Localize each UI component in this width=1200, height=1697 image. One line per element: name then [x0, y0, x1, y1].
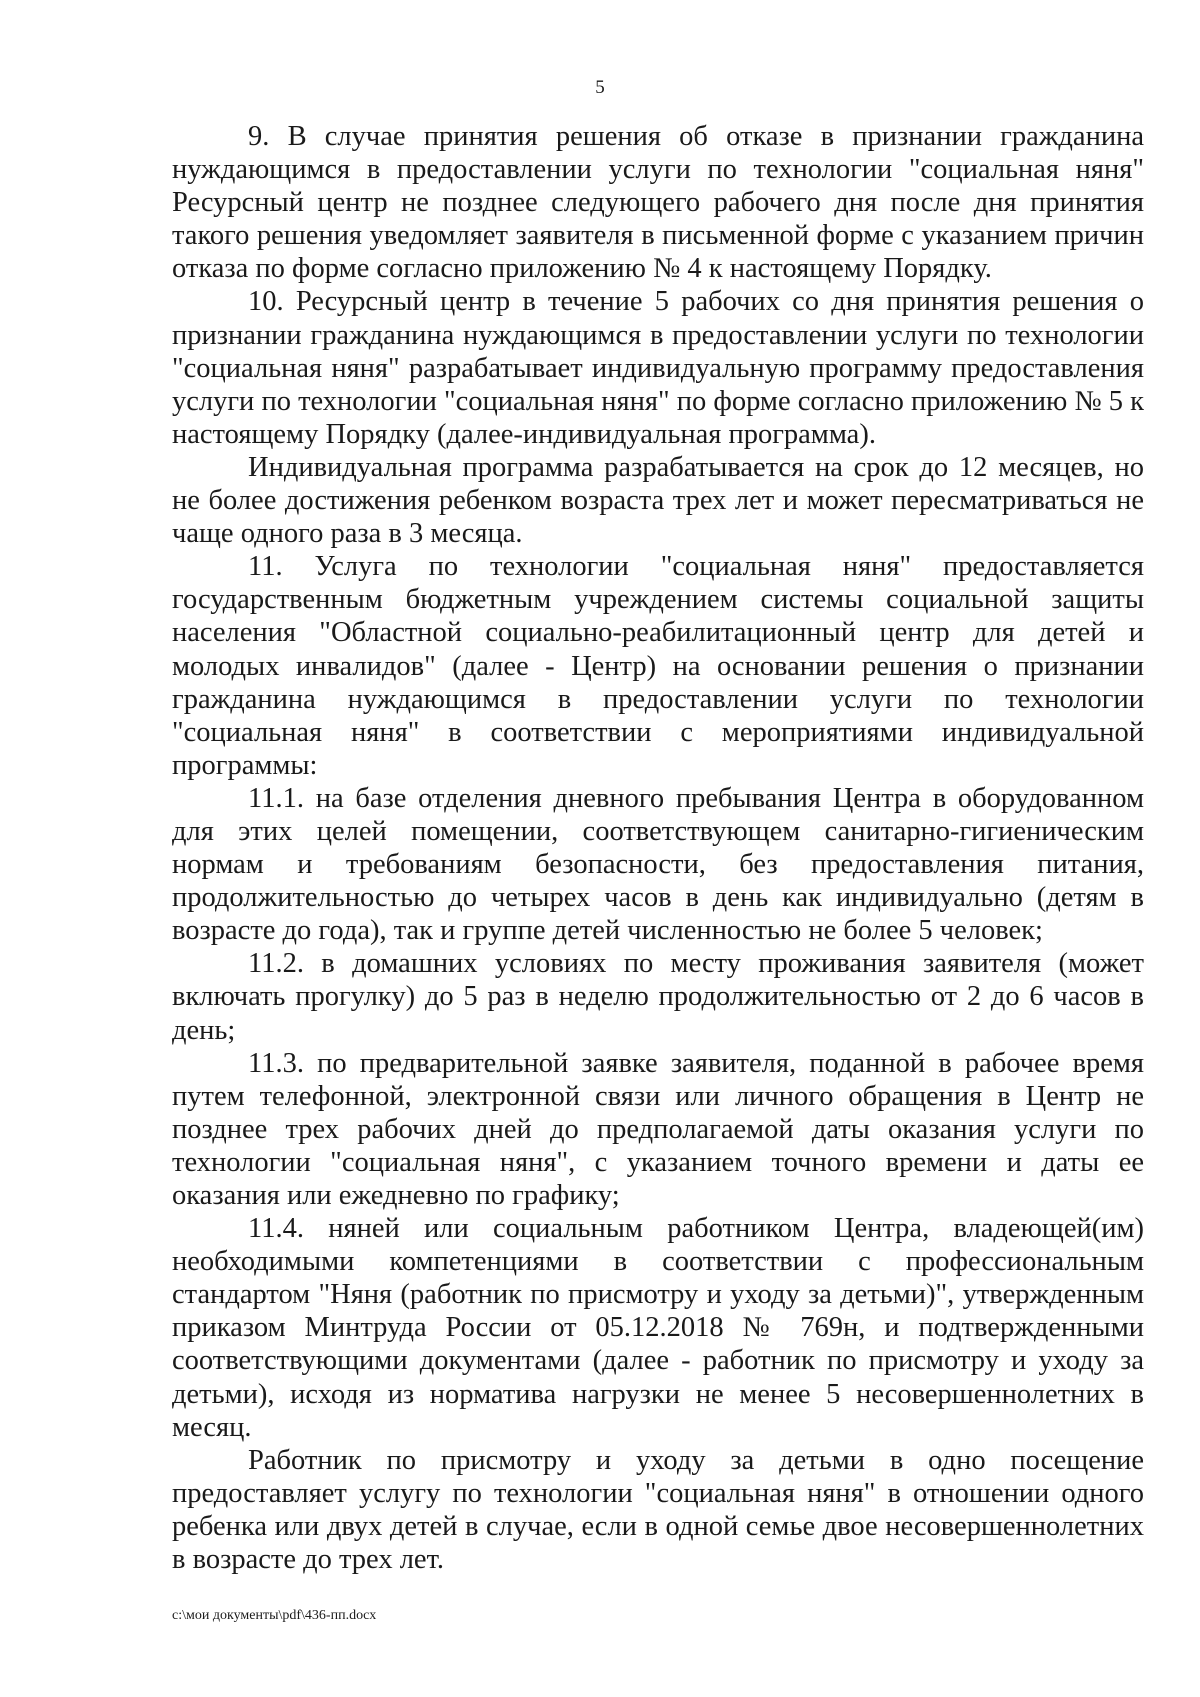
paragraph-11-2: 11.2. в домашних условиях по месту проживания заявителя (может включать прогулку) до 5 раз в неделю продолжительностью от 2 до 6 часов в день; [172, 948, 1144, 1046]
document-body [172, 120, 1144, 1576]
paragraph-10: 10. Ресурсный центр в течение 5 рабочих со дня принятия решения о признании гражданина нуждающимся в предоставлении услуги по технологии "социальная няня" разрабатывает индивидуальную программу предоставления услуги по технологии "социальная няня" по форме согласно приложению № 5 к настоящему Порядку (далее-индивидуальная программа). [172, 286, 1144, 450]
paragraph-9: 9. В случае принятия решения об отказе в признании гражданина нуждающимся в предоставлении услуги по технологии "социальная няня" Ресурсный центр не позднее следующего рабочего дня после дня принятия такого решения уведомляет заявителя в письменной форме с указанием причин отказа по форме согласно приложению № 4 к настоящему Порядку. [172, 121, 1144, 285]
paragraph-11-3: 11.3. по предварительной заявке заявителя, поданной в рабочее время путем телефонной, электронной связи или личного обращения в Центр не позднее трех рабочих дней до предполагаемой даты оказания услуги по технологии "социальная няня", с указанием точного времени и даты ее оказания или ежедневно по графику; [172, 1047, 1144, 1211]
page-number: 5 [595, 77, 605, 98]
paragraph-11-1: 11.1. на базе отделения дневного пребывания Центра в оборудованном для этих целей помещении, соответствующем санитарно-гигиеническим нормам и требованиям безопасности, без предоставления питания, продолжительностью до четырех часов в день как индивидуально (детям в возрасте до года), так и группе детей численностью не более 5 человек; [172, 782, 1144, 947]
paragraph-individual-program: Индивидуальная программа разрабатывается на срок до 12 месяцев, но не более достижения ребенком возраста трех лет и может пересматриваться не чаще одного раза в 3 месяца. [172, 451, 1144, 550]
footer-file-path: c:\мои документы\pdf\436-пп.docx [172, 1608, 377, 1623]
paragraph-11-4: 11.4. няней или социальным работником Центра, владеющей(им) необходимыми компетенциями в соответствии с профессиональным стандартом "Няня (работник по присмотру и уходу за детьми)", утвержденным приказом Минтруда России от 05.12.2018 № 769н, и подтвержденными соответствующими документами (далее - работник по присмотру и уходу за детьми), исходя из норматива нагрузки не менее 5 несовершеннолетних в месяц. [172, 1213, 1144, 1443]
paragraph-11: 11. Услуга по технологии "социальная няня" предоставляется государственным бюджетным учреждением системы социальной защиты населения "Областной социально-реабилитационный центр для детей и молодых инвалидов" (далее - Центр) на основании решения о признании гражданина нуждающимся в предоставлении услуги по технологии "социальная няня" в соответствии с мероприятиями индивидуальной программы: [172, 551, 1144, 781]
paragraph-worker-visit: Работник по присмотру и уходу за детьми в одно посещение предоставляет услугу по технологии "социальная няня" в отношении одного ребенка или двух детей в случае, если в одной семье двое несовершеннолетних в возрасте до трех лет. [172, 1444, 1144, 1576]
